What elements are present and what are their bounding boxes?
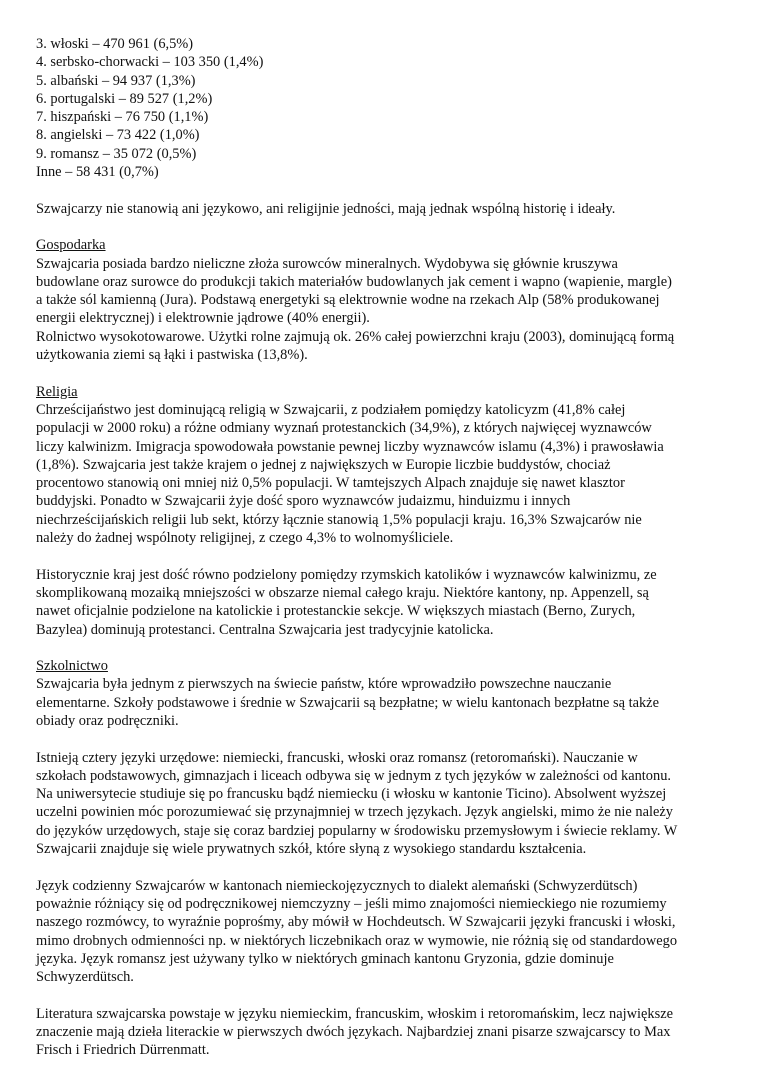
intro-paragraph	[36, 200, 728, 218]
section-heading-economy: Gospodarka	[36, 237, 106, 254]
languages-paragraph	[36, 749, 728, 859]
religion-section	[36, 383, 728, 548]
religion-history-paragraph	[36, 566, 728, 639]
list-item: 7. hiszpański – 76 750 (1,1%)	[36, 109, 209, 126]
text-line: naszego rozmówcy, to wyraźnie poprośmy, aby mówił w Hochdeutsch. W Szwajcarii języki francuski i włoski,	[36, 914, 676, 931]
text-line: Frisch i Friedrich Dürrenmatt.	[36, 1042, 210, 1059]
text-line: mimo drobnych odmienności np. w niektórych liczebnikach oraz w wymowie, nie różnią się od standardowego	[36, 932, 678, 949]
text-line: uczelni powinien móc porozumiewać się przynajmniej w trzech językach. Język angielski, mimo że nie należy	[36, 804, 673, 821]
economy-section	[36, 236, 728, 364]
text-line: języka. Język romansz jest używany tylko w niektórych gminach kantonu Gryzonia, gdzie dominuje	[36, 950, 614, 967]
text-line: liczy kalwinizm. Imigracja spowodowała powstanie pewnej liczby wyznawców islamu (4,3%) i prawosławia	[36, 438, 664, 455]
text-line: buddyjski. Ponadto w Szwajcarii żyje dość sporo wyznawców judaizmu, hinduizmu i innych	[36, 493, 571, 510]
text-line: Szwajcarii znajduje się wiele prywatnych szkół, które słyną z wysokiego standardu kształcenia.	[36, 841, 587, 858]
text-line: (1,8%). Szwajcaria jest także krajem o jednej z największych w Europie liczbie buddystów, chociaż	[36, 456, 611, 473]
text-line: obiady oraz podręczniki.	[36, 712, 179, 729]
list-item: 6. portugalski – 89 527 (1,2%)	[36, 90, 213, 107]
list-item: Inne – 58 431 (0,7%)	[36, 164, 159, 181]
text-line: do języków urzędowych, staje się coraz bardziej popularny w środowisku przemysłowym i świecie reklamy. W	[36, 822, 678, 839]
text-line: skomplikowaną mozaiką mniejszości w obszarze niemal całego kraju. Niektóre kantony, np. Appenzell, są	[36, 584, 649, 601]
text-line: Historycznie kraj jest dość równo podzielony pomiędzy rzymskich katolików i wyznawców kalwinizmu, ze	[36, 566, 657, 583]
list-item: 9. romansz – 35 072 (0,5%)	[36, 145, 197, 162]
text-line: użytkowania ziemi są łąki i pastwiska (13,8%).	[36, 347, 308, 364]
text-line: procentowo stanowią oni mniej niż 0,5% populacji. W tamtejszych Alpach znajduje się nawet klasztor	[36, 475, 625, 492]
text-line: należy do żadnej wspólnoty religijnej, z czego 4,3% to wolnomyśliciele.	[36, 530, 454, 547]
literature-paragraph	[36, 1005, 728, 1060]
education-section	[36, 657, 728, 730]
text-line: poważnie różniący się od podręcznikowej niemczyzny – jeśli mimo znajomości niemieckiego nie rozumiemy	[36, 895, 667, 912]
text-line: Szwajcaria posiada bardzo nieliczne złoża surowców mineralnych. Wydobywa się głównie kruszywa	[36, 255, 618, 272]
document-page	[36, 35, 728, 1060]
text-line: znaczenie mają dzieła literackie w pierwszych dwóch językach. Najbardziej znani pisarze szwajcarscy to Max	[36, 1024, 671, 1041]
text-line: Literatura szwajcarska powstaje w języku niemieckim, francuskim, włoskim i retoromańskim, lecz największe	[36, 1005, 673, 1022]
text-line: szkołach podstawowych, gimnazjach i liceach odbywa się w jednym z tych języków w zależności od kantonu.	[36, 767, 671, 784]
text-line: Chrześcijaństwo jest dominującą religią w Szwajcarii, z podziałem pomiędzy katolicyzm (41,8% całej	[36, 401, 626, 418]
list-item: 4. serbsko-chorwacki – 103 350 (1,4%)	[36, 54, 264, 71]
text-line: a także sól kamienną (Jura). Podstawą energetyki są elektrownie wodne na rzekach Alp (58% produkowanej	[36, 292, 660, 309]
languages-list	[36, 35, 728, 181]
text-line: nawet oficjalnie podzielone na katolickie i protestanckie sekcje. W większych miastach (Berno, Zurych,	[36, 603, 636, 620]
text-line: budowlane oraz surowce do produkcji takich materiałów budowlanych jak cement i wapno (wapienie, margle)	[36, 273, 672, 290]
list-item: 3. włoski – 470 961 (6,5%)	[36, 36, 194, 52]
text-line: Bazylea) dominują protestanci. Centralna Szwajcaria jest tradycyjnie katolicka.	[36, 621, 494, 638]
text-line: Istnieją cztery języki urzędowe: niemiecki, francuski, włoski oraz romansz (retoromański). Nauczanie w	[36, 749, 638, 766]
text-line: populacji w 2000 roku) a różne odmiany wyznań protestanckich (34,9%), z których najwięcej wyznawców	[36, 420, 652, 437]
text-line: energii elektrycznej) i elektrownie jądrowe (40% energii).	[36, 310, 370, 327]
dialect-paragraph	[36, 877, 728, 987]
text-line: Schwyzerdütsch.	[36, 969, 134, 986]
list-item: 5. albański – 94 937 (1,3%)	[36, 72, 196, 89]
text-line: Rolnictwo wysokotowarowe. Użytki rolne zajmują ok. 26% całej powierzchni kraju (2003), dominującą formą	[36, 328, 675, 345]
text-line: elementarne. Szkoły podstawowe i średnie w Szwajcarii są bezpłatne; w wielu kantonach bezpłatne są także	[36, 694, 659, 711]
list-item: 8. angielski – 73 422 (1,0%)	[36, 127, 200, 144]
section-heading-education: Szkolnictwo	[36, 658, 108, 675]
text-line: Na uniwersytecie studiuje się po francusku bądź niemiecku (i włosku w kantonie Ticino). Absolwent wyższej	[36, 786, 667, 803]
section-heading-religion: Religia	[36, 383, 78, 400]
text-line: Szwajcaria była jednym z pierwszych na świecie państw, które wprowadziło powszechne nauczanie	[36, 676, 612, 693]
text-line: niechrześcijańskich religii lub sekt, którzy łącznie stanowią 1,5% populacji kraju. 16,3% Szwajcarów nie	[36, 511, 642, 528]
text-line: Język codzienny Szwajcarów w kantonach niemieckojęzycznych to dialekt alemański (Schwyzerdütsch)	[36, 877, 638, 894]
text-line: Szwajcarzy nie stanowią ani językowo, ani religijnie jedności, mają jednak wspólną historię i ideały.	[36, 200, 616, 217]
